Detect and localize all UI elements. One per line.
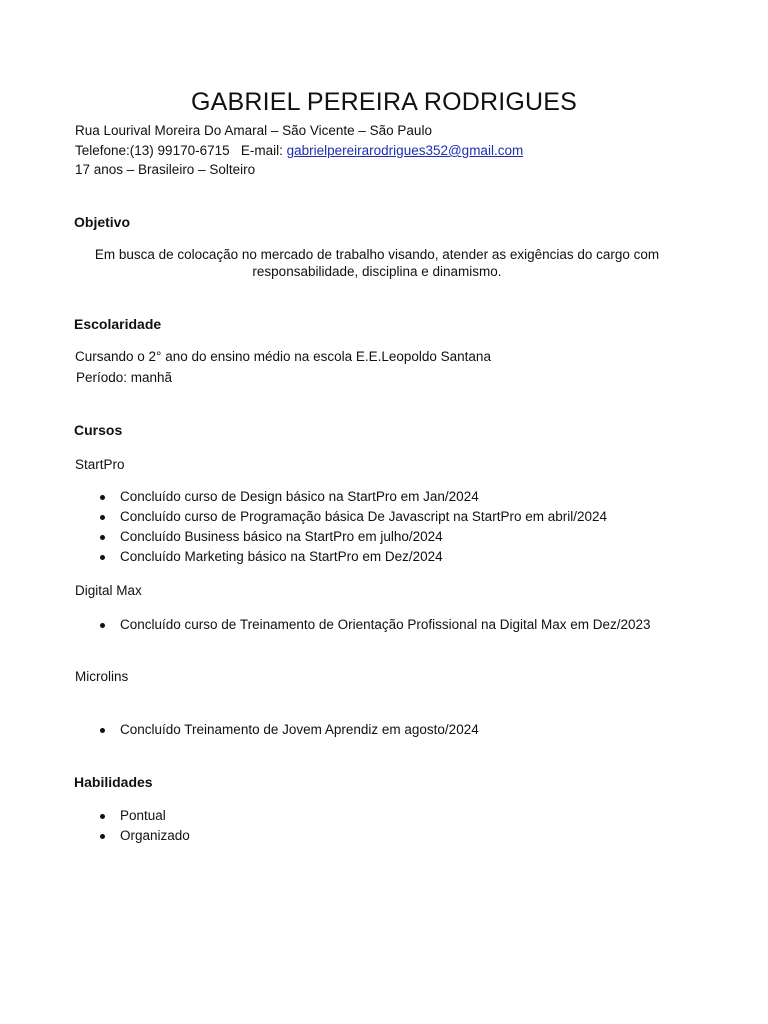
course-item: Concluído Business básico na StartPro em julho/2024 [120, 529, 443, 544]
bullet-icon [100, 834, 105, 839]
bullet-icon [100, 623, 105, 628]
education-line: Cursando o 2° ano do ensino médio na escola E.E.Leopoldo Santana [75, 349, 491, 364]
bullet-icon [100, 814, 105, 819]
bullet-icon [100, 495, 105, 500]
bullet-icon [100, 728, 105, 733]
education-period: Período: manhã [76, 370, 173, 385]
course-item: Concluído Treinamento de Jovem Aprendiz em agosto/2024 [120, 722, 479, 737]
course-group-digital-max: Digital Max [75, 583, 142, 598]
course-item: Concluído curso de Programação básica De Javascript na StartPro em abril/2024 [120, 509, 607, 524]
course-group-startpro: StartPro [75, 457, 125, 472]
section-heading-escolaridade: Escolaridade [74, 316, 162, 332]
bullet-icon [100, 535, 105, 540]
section-heading-cursos: Cursos [74, 422, 123, 438]
section-heading-objetivo: Objetivo [74, 214, 131, 230]
phone-text: Telefone:(13) 99170-6715 E-mail: [75, 143, 287, 158]
address-line: Rua Lourival Moreira Do Amaral – São Vicente – São Paulo [75, 123, 432, 138]
personal-info-line: 17 anos – Brasileiro – Solteiro [75, 162, 256, 177]
objective-text: Em busca de colocação no mercado de trabalho visando, atender as exigências do cargo com responsabilidade, disciplina e dinamismo. [94, 247, 660, 279]
course-item: Concluído Marketing básico na StartPro em Dez/2024 [120, 549, 443, 564]
skill-item: Organizado [120, 828, 190, 843]
bullet-icon [100, 515, 105, 520]
contact-line [75, 142, 523, 160]
course-group-microlins: Microlins [75, 669, 129, 684]
section-heading-habilidades: Habilidades [74, 774, 153, 790]
bullet-icon [100, 555, 105, 560]
course-item: Concluído curso de Treinamento de Orientação Profissional na Digital Max em Dez/2023 [120, 617, 651, 632]
skill-item: Pontual [120, 808, 166, 823]
course-item: Concluído curso de Design básico na StartPro em Jan/2024 [120, 489, 479, 504]
candidate-name: GABRIEL PEREIRA RODRIGUES [190, 88, 578, 116]
email-link[interactable]: gabrielpereirarodrigues352@gmail.com [286, 143, 524, 158]
